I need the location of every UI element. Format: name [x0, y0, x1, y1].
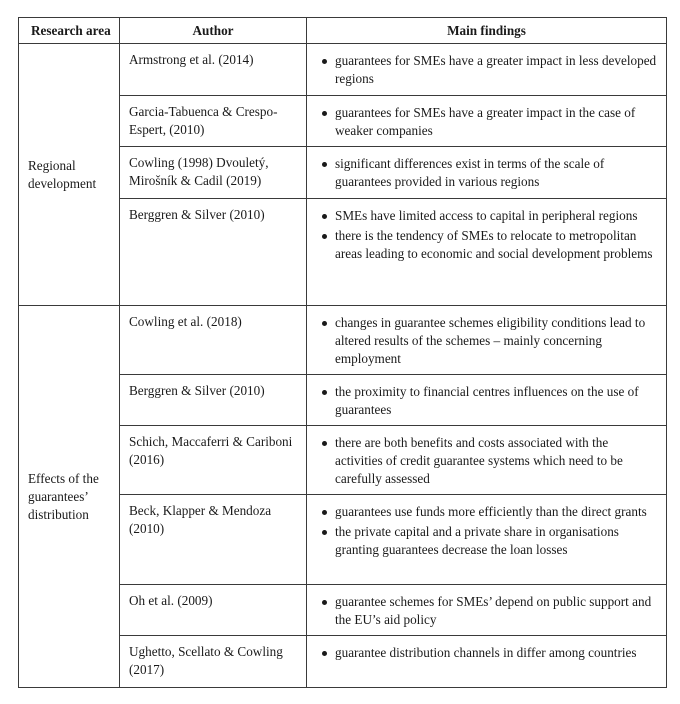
- findings-cell: [307, 147, 667, 199]
- author-cell: Schich, Maccaferri & Cariboni (2016): [120, 426, 307, 495]
- finding-item: there are both benefits and costs associated with the activities of credit guarantee systems which need to be carefully assessed: [321, 434, 658, 488]
- finding-item: guarantees for SMEs have a greater impact in the case of weaker companies: [321, 104, 658, 140]
- findings-cell: [307, 306, 667, 375]
- finding-item: the private capital and a private share in organisations granting guarantees decrease the loan losses: [321, 523, 658, 559]
- finding-item: guarantees for SMEs have a greater impact in less developed regions: [321, 52, 658, 88]
- table-row: [19, 44, 667, 96]
- author-cell: Garcia-Tabuenca & Crespo-Espert, (2010): [120, 96, 307, 147]
- header-author: Author: [120, 18, 307, 44]
- findings-cell: [307, 426, 667, 495]
- finding-item: guarantees use funds more efficiently than the direct grants: [321, 503, 658, 521]
- finding-item: significant differences exist in terms of the scale of guarantees provided in various regions: [321, 155, 658, 191]
- findings-cell: [307, 585, 667, 636]
- author-cell: Cowling (1998) Dvouletý, Mirošník & Cadil (2019): [120, 147, 307, 199]
- author-cell: Berggren & Silver (2010): [120, 199, 307, 306]
- finding-item: there is the tendency of SMEs to relocate to metropolitan areas leading to economic and social development problems: [321, 227, 658, 263]
- findings-cell: [307, 199, 667, 306]
- research-area-cell: Regional development: [19, 44, 120, 306]
- findings-cell: [307, 44, 667, 96]
- finding-item: the proximity to financial centres influences on the use of guarantees: [321, 383, 658, 419]
- author-cell: Armstrong et al. (2014): [120, 44, 307, 96]
- findings-cell: [307, 495, 667, 585]
- author-cell: Berggren & Silver (2010): [120, 375, 307, 426]
- finding-item: changes in guarantee schemes eligibility conditions lead to altered results of the schemes – mainly concerning employment: [321, 314, 658, 368]
- research-area-cell: Effects of the guarantees’ distribution: [19, 306, 120, 688]
- header-main-findings: Main findings: [307, 18, 667, 44]
- header-research-area: Research area: [19, 18, 120, 44]
- finding-item: SMEs have limited access to capital in peripheral regions: [321, 207, 658, 225]
- author-cell: Cowling et al. (2018): [120, 306, 307, 375]
- findings-cell: [307, 375, 667, 426]
- findings-cell: [307, 636, 667, 688]
- author-cell: Oh et al. (2009): [120, 585, 307, 636]
- findings-cell: [307, 96, 667, 147]
- author-cell: Ughetto, Scellato & Cowling (2017): [120, 636, 307, 688]
- header-row: [19, 18, 667, 44]
- author-cell: Beck, Klapper & Mendoza (2010): [120, 495, 307, 585]
- table-row: [19, 306, 667, 375]
- finding-item: guarantee schemes for SMEs’ depend on public support and the EU’s aid policy: [321, 593, 658, 629]
- finding-item: guarantee distribution channels in differ among countries: [321, 644, 658, 662]
- findings-table: [18, 17, 667, 688]
